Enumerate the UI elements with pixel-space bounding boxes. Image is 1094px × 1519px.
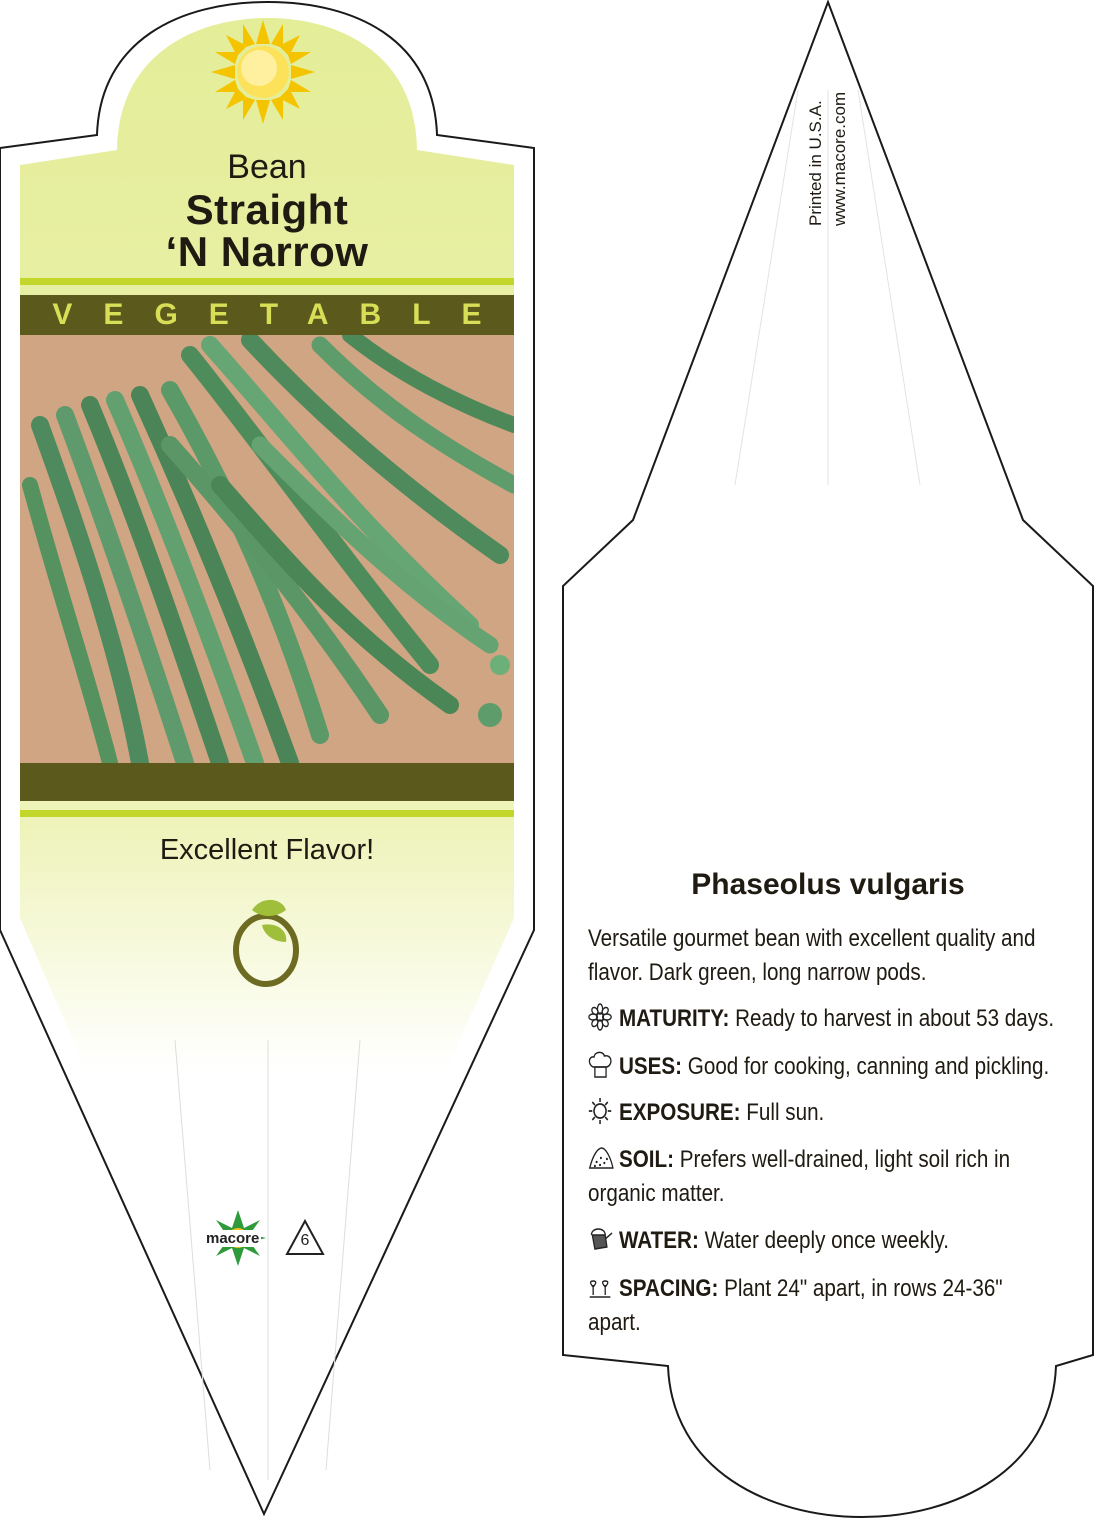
flower-icon: [588, 1003, 614, 1031]
uses-text: Good for cooking, canning and pickling.: [687, 1053, 1050, 1080]
spacing-text-2: apart.: [588, 1309, 641, 1336]
water-label: WATER:: [618, 1227, 699, 1254]
uses-row: [588, 1050, 1070, 1084]
water-row: [588, 1224, 1070, 1258]
soil-pile-icon: [588, 1144, 614, 1172]
soil-text: Prefers well-drained, light soil rich in: [679, 1146, 1011, 1173]
soil-text-2: organic matter.: [588, 1180, 725, 1207]
maturity-text: Ready to harvest in about 53 days.: [735, 1005, 1055, 1032]
recycle-icon: [284, 1218, 326, 1258]
maturity-row: [588, 1002, 1070, 1036]
description-line-1: Versatile gourmet bean with excellent quality and: [588, 925, 1036, 952]
spacing-label: SPACING:: [618, 1275, 719, 1302]
brand-name: macore: [206, 1230, 260, 1247]
title-line-2: Straight: [185, 186, 349, 233]
soil-label: SOIL:: [618, 1146, 674, 1173]
uses-label: USES:: [618, 1053, 683, 1080]
chef-hat-icon: [588, 1051, 614, 1079]
description: [588, 922, 1070, 990]
water-text: Water deeply once weekly.: [704, 1227, 949, 1254]
printed-in-text: Printed in U.S.A.: [806, 100, 825, 226]
spacing-row: [588, 1272, 1070, 1340]
category-label: VEGETABLE: [52, 298, 513, 331]
exposure-label: EXPOSURE:: [618, 1099, 741, 1126]
tagline: Excellent Flavor!: [159, 834, 375, 866]
title-line-3: ‘N Narrow: [165, 228, 369, 275]
watering-can-icon: [588, 1225, 614, 1253]
website-text: www.macore.com: [830, 91, 849, 226]
recycle-number: 6: [300, 1232, 310, 1249]
sun-outline-icon: [588, 1097, 614, 1125]
exposure-row: [588, 1096, 1070, 1130]
description-line-2: flavor. Dark green, long narrow pods.: [588, 959, 927, 986]
soil-row: [588, 1143, 1070, 1211]
exposure-text: Full sun.: [746, 1099, 825, 1126]
sprouts-spacing-icon: [588, 1273, 614, 1301]
species-name: Phaseolus vulgaris: [691, 868, 965, 901]
spacing-text: Plant 24" apart, in rows 24-36": [724, 1275, 1003, 1302]
maturity-label: MATURITY:: [618, 1005, 730, 1032]
title-line-1: Bean: [227, 148, 307, 186]
